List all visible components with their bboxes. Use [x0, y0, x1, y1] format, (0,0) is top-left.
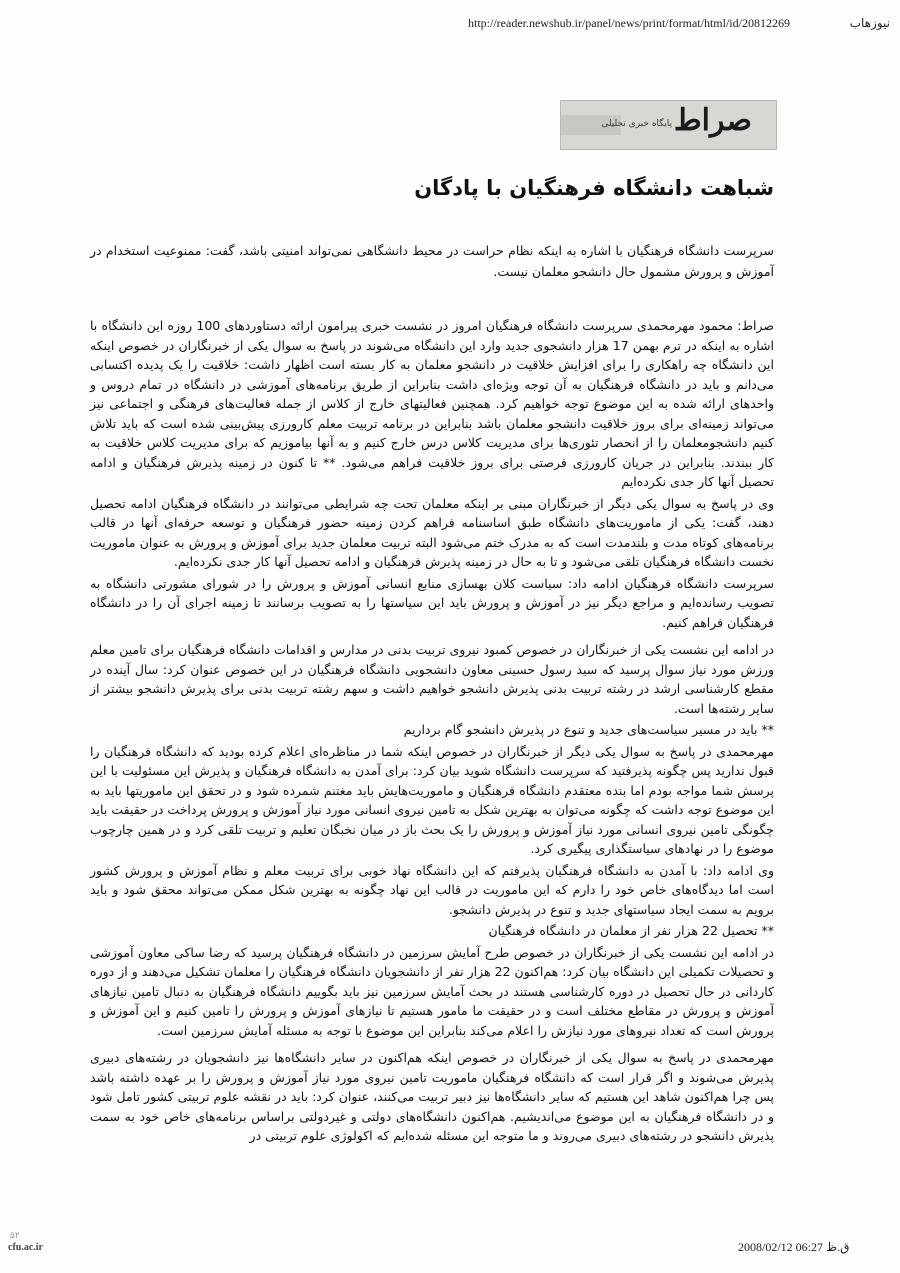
- publication-logo: [560, 100, 777, 150]
- paragraph: صراط: محمود مهرمحمدی سرپرست دانشگاه فرهنگیان امروز در نشست خبری پیرامون ارائه دستاوردهای 100 روزه این دانشگاه با اشاره به اینکه در ترم بهمن 17 هزار دانشجوی جدید وارد این دانشگاه می‌شوند در پاسخ به سوال یکی از خبرنگاران در خصوص اینکه این دانشگاه چه راهکاری را برای افزایش خلاقیت در دانشجو معلمان به کار بسته است اظهار داشت: خلاقیت را یک پدیده اکتسابی می‌دانم و باید در دانشگاه فرهنگیان به آن توجه ویژه‌ای داشت بنابراین از طریق برنامه‌های آموزشی در دانشگاه در تمام دروس و واحدهای ارائه شده به این موضوع توجه خواهیم کرد. همچنین فعالیتهای خارج از کلاس از جمله فعالیت‌های فرهنگی و اجتماعی نیز می‌تواند زمینه‌ای برای بروز خلاقیت دانشجو معلمان باشد بنابراین در برنامه تربیت معلم کارورزی پیش‌بینی شده است که باید تلاش کنیم دانشجومعلمان را از انحصار تئوری‌ها برای مدیریت کلاس درس خارج کنیم و به آنها بیاموزیم که برای مدیریت کلاس خلاقیت به کار ببندند. بنابراین در جریان کارورزی فرصتی برای بروز خلاقیت فراهم می‌شود. ** تا کنون در زمینه پذیرش فرهنگیان و ادامه تحصیل آنها کار جدی نکرده‌ایم: [90, 318, 774, 489]
- paragraph: در ادامه این نشست یکی از خبرنگاران در خصوص کمبود نیروی تربیت بدنی در مدارس و اقدامات دانشگاه فرهنگیان برای تامین معلم ورزش مورد نیاز سوال پرسید که سید رسول حسینی معاون دانشجویی دانشگاه فرهنگیان در این خصوص عنوان کرد: سال آینده در مقطع کارشناسی ارشد در رشته تربیت بدنی پذیرش دانشجو خواهیم داشت و سهم رشته تربیت بدنی برای پذیرش دانشجو بیشتر از سایر رشته‌ها است.: [90, 642, 774, 716]
- site-name: نیوزهاب: [849, 16, 890, 30]
- print-timestamp: ق.ظ 06:27 2008/02/12: [738, 1240, 850, 1254]
- article-lead: سرپرست دانشگاه فرهنگیان با اشاره به اینکه نظام حراست در محیط دانشگاهی نمی‌تواند امنیتی باشد، گفت: ممنوعیت استخدام در آموزش و پرورش مشمول حال دانشجو معلمان نیست.: [90, 243, 774, 279]
- logo-subtitle: پایگاه خبری تحلیلی: [601, 119, 672, 129]
- paragraph: وی ادامه داد: با آمدن به دانشگاه فرهنگیان پذیرفتم که این دانشگاه نهاد خوبی برای تربیت معلم و نظام آموزش و پرورش کشور است اما دیدگاه‌های خاص خود را دارم که این ماموریت در قالب این نهاد چگونه به بهترین شکل ممکن می‌تواند محقق شود و باید برویم به سمت ایجاد سیاستهای جدید و تنوع در پذیرش دانشجو.: [90, 862, 774, 917]
- watermark-brand: cfu.ac.ir: [8, 1242, 43, 1253]
- print-header: [0, 16, 900, 40]
- source-url: http://reader.newshub.ir/panel/news/print/format/html/id/20812269: [468, 16, 790, 30]
- paragraph: وی در پاسخ به سوال یکی دیگر از خبرنگاران مبنی بر اینکه معلمان تحت چه شرایطی می‌توانند در دانشگاه فرهنگیان ادامه تحصیل دهند، گفت: یکی از ماموریت‌های دانشگاه طبق اساسنامه فراهم کردن زمینه حضور فرهنگیان و توسعه حرفه‌ای آنها در قالب برنامه‌های کوتاه مدت و بلندمدت است که به مدرک ختم می‌شود البته تربیت معلمان جدید برای آموزش و پرورش به عنوان ماموریت نخست دانشگاه فرهنگیان تلقی می‌شود و تا به حال در زمینه پذیرش فرهنگیان و ادامه تحصیل آنها کار جدی نکرده‌ایم.: [90, 495, 774, 569]
- subheading: ** باید در مسیر سیاست‌های جدید و تنوع در پذیرش دانشجو گام برداریم: [403, 722, 774, 737]
- paragraph: مهرمحمدی در پاسخ به سوال یکی دیگر از خبرنگاران در خصوص اینکه شما در مناظره‌ای اعلام کرده بودید که دانشگاه فرهنگیان را قبول ندارید پس چگونه پذیرفتید که سرپرست دانشگاه شوید بیان کرد: برای آمدن به دانشگاه فرهنگیان و پذیرش این مسئولیت با این پرسش شما مواجه بودم اما بنده معتقدم دانشگاه فرهنگیان و ماموریت‌هایش باید مغتنم شمرده شود و در تحقق این ماموریتها باید به این موضوع توجه داشت که چگونه می‌توان به بهترین شکل به تامین نیروی انسانی مورد نیاز آموزش و پرورش پرداخت در حقیقت باید چگونگی تامین نیروی انسانی مورد نیاز آموزش و پرورش را یک بحث باز در میان نخبگان تعلیم و تربیت تلقی کرد و در همین چارچوب موضوع را در نهادهای سیاستگذاری پیگیری کرد.: [90, 743, 774, 856]
- paragraph: در ادامه این نشست یکی از خبرنگاران در خصوص طرح آمایش سرزمین در دانشگاه فرهنگیان پرسید که رضا ساکی معاون آموزشی و تحصیلات تکمیلی این دانشگاه بیان کرد: هم‌اکنون 22 هزار نفر از دانشجویان دانشگاه فرهنگیان را معلمان تشکیل می‌دهند و از دوره کاردانی در حال تحصیل در دوره کارشناسی هستند در بحث آمایش سرزمین نیز باید بگوییم دانشگاه فرهنگیان به دنبال تامین نیازهای آموزش و پرورش در مقاطع مختلف است و در حقیقت ما مامور هستیم تا نیازهای آموزش و پرورش را تامین کنیم و این آموزش و پرورش است که تعداد نیروهای مورد نیازش را اعلام می‌کند بنابراین این موضوع با توجه به مسئله آمایش سرزمین است.: [90, 944, 775, 1038]
- paragraph: سرپرست دانشگاه فرهنگیان ادامه داد: سیاست کلان بهسازی منابع انسانی آموزش و پرورش را در شورای مشورتی دانشگاه به تصویب رسانده‌ایم و مراجع دیگر نیز در آموزش و پرورش باید این سیاستها را به تصویب برسانند تا زمینه اجرای آن را در دانشگاه فرهنگیان فراهم کنیم.: [90, 575, 774, 630]
- article-title: شباهت دانشگاه فرهنگیان با پادگان: [414, 176, 774, 200]
- subheading: ** تحصیل 22 هزار نفر از معلمان در دانشگاه فرهنگیان: [488, 923, 774, 938]
- logo-wordmark: صراط: [673, 103, 752, 138]
- paragraph: مهرمحمدی در پاسخ به سوال یکی از خبرنگاران در خصوص اینکه هم‌اکنون در سایر دانشگاه‌ها نیز دانشجویان در رشته‌های دبیری پذیرش می‌شوند و اگر قرار است که دانشگاه فرهنگیان ماموریت تامین نیروی مورد نیاز آموزش و پرورش را بر عهده داشته باشد پس چرا هم‌اکنون شاهد این هستیم که سایر دانشگاه‌ها نیز دبیر تربیت می‌کنند، عنوان کرد: باید در نقشه علوم تربیتی کشور تامل شود و در دانشگاه فرهنگیان به این موضوع می‌اندیشیم. هم‌اکنون دانشگاه‌های دولتی و غیردولتی براساس برنامه‌های خاص خود به سمت پذیرش دانشجو در رشته‌های دبیری می‌روند و ما متوجه این مسئله شده‌ایم که اکولوژی علوم تربیتی در: [90, 1050, 774, 1143]
- article-body: [90, 316, 774, 1148]
- page-mark: ۵۲: [10, 1230, 20, 1240]
